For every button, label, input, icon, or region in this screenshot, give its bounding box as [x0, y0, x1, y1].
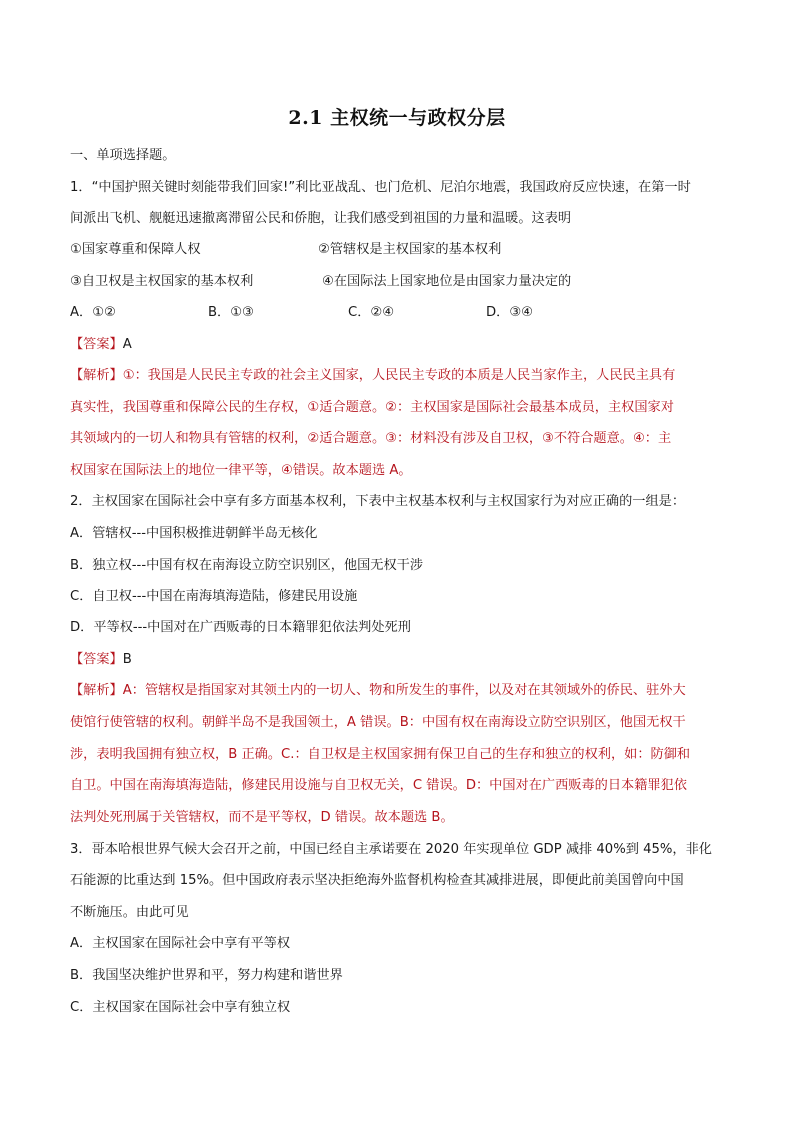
- q1-item-4: ④在国际法上国家地位是由国家力量决定的: [322, 274, 572, 289]
- q1-analysis-line-2: 真实性，我国尊重和保障公民的生存权，①适合题意。②：主权国家是国际社会最基本成员，主权国家对: [70, 400, 674, 415]
- analysis-label: 【解析】: [70, 683, 123, 698]
- analysis-text: ①：我国是人民民主专政的社会主义国家，人民民主专政的本质是人民当家作主，人民民主具有: [122, 368, 676, 383]
- q2-stem: 2．主权国家在国际社会中享有多方面基本权利，下表中主权基本权利与主权国家行为对应正确的一组是：: [70, 494, 686, 509]
- q2-analysis-line-4: 自卫。中国在南海填海造陆，修建民用设施与自卫权无关，C 错误。D：中国对在广西贩毒的日本籍罪犯依: [70, 778, 687, 793]
- q1-item-1: ①国家尊重和保障人权: [70, 242, 201, 257]
- q1-answer: [70, 335, 132, 355]
- q2-option-c: C．自卫权---中国在南海填海造陆，修建民用设施: [70, 589, 358, 604]
- q2-option-b: B．独立权---中国有权在南海设立防空识别区，他国无权干涉: [70, 558, 424, 573]
- q1-analysis-line-4: 权国家在国际法上的地位一律平等，④错误。故本题选 A。: [70, 463, 412, 478]
- q1-stem-line-1: 1．“中国护照关键时刻能带我们回家!”利比亚战乱、也门危机、尼泊尔地震，我国政府反应快速，在第一时: [70, 180, 691, 195]
- analysis-text: A：管辖权是指国家对其领土内的一切人、物和所发生的事件，以及对在其领域外的侨民、驻外大: [122, 683, 686, 698]
- q1-analysis-line-1: [70, 366, 675, 386]
- q2-option-a: A．管辖权---中国积极推进朝鲜半岛无核化: [70, 526, 318, 541]
- q3-stem-line-3: 不断施压。由此可见: [70, 905, 189, 920]
- q2-option-d: D．平等权---中国对在广西贩毒的日本籍罪犯依法判处死刑: [70, 620, 411, 635]
- answer-value: A: [122, 337, 132, 352]
- q1-item-3: ③自卫权是主权国家的基本权利: [70, 274, 254, 289]
- section-heading: 一、单项选择题。: [70, 148, 176, 163]
- q1-option-a: A．①②: [70, 305, 116, 320]
- analysis-label: 【解析】: [70, 368, 123, 383]
- page-title: 2.1 主权统一与政权分层: [288, 107, 506, 129]
- q2-analysis-line-1: [70, 681, 686, 701]
- q1-stem-line-2: 间派出飞机、舰艇迅速撤离滞留公民和侨胞，让我们感受到祖国的力量和温暖。这表明: [70, 211, 572, 226]
- q2-analysis-line-2: 使馆行使管辖的权利。朝鲜半岛不是我国领土，A 错误。B：中国有权在南海设立防空识别区，他国无权干: [70, 715, 686, 730]
- q3-stem-line-2: 石能源的比重达到 15%。但中国政府表示坚决拒绝海外监督机构检查其减排进展，即便此前美国曾向中国: [70, 873, 684, 888]
- q2-analysis-line-5: 法判处死刑属于关管辖权，而不是平等权，D 错误。故本题选 B。: [70, 810, 454, 825]
- q1-option-b: B．①③: [208, 305, 254, 320]
- q1-analysis-line-3: 其领域内的一切人和物具有管辖的权利，②适合题意。③：材料没有涉及自卫权，③不符合题意。④：主: [70, 431, 672, 446]
- q3-option-b: B．我国坚决维护世界和平，努力构建和谐世界: [70, 968, 343, 983]
- q2-answer: [70, 650, 132, 670]
- answer-value: B: [122, 652, 132, 667]
- answer-label: 【答案】: [70, 652, 123, 667]
- answer-label: 【答案】: [70, 337, 123, 352]
- q2-analysis-line-3: 涉，表明我国拥有独立权，B 正确。C.：自卫权是主权国家拥有保卫自己的生存和独立的权利，如：防御和: [70, 747, 691, 762]
- q1-item-2: ②管辖权是主权国家的基本权利: [318, 242, 502, 257]
- q3-option-a: A．主权国家在国际社会中享有平等权: [70, 936, 291, 951]
- q1-option-c: C．②④: [348, 305, 395, 320]
- q3-stem-line-1: 3．哥本哈根世界气候大会召开之前，中国已经自主承诺要在 2020 年实现单位 GDP 减排 40%到 45%，非化: [70, 842, 712, 857]
- q1-option-d: D．③④: [486, 305, 533, 320]
- q3-option-c: C．主权国家在国际社会中享有独立权: [70, 1000, 291, 1015]
